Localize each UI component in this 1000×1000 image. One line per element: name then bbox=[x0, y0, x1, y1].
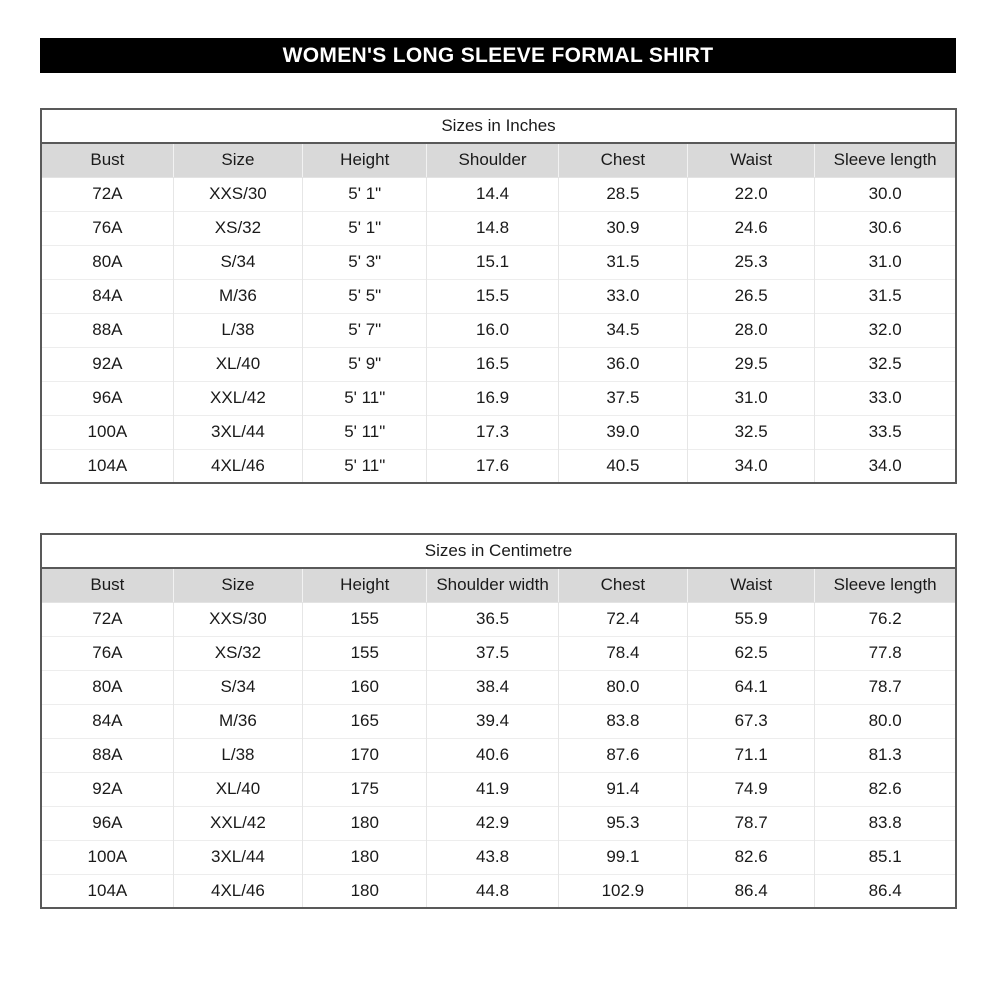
table-cell: XXL/42 bbox=[173, 381, 302, 415]
table-row bbox=[41, 738, 956, 772]
column-header: Size bbox=[173, 143, 302, 177]
table-cell: 5' 3" bbox=[303, 245, 427, 279]
table-cell: 17.3 bbox=[427, 415, 558, 449]
table-header-row bbox=[41, 568, 956, 602]
column-header: Shoulder width bbox=[427, 568, 558, 602]
table-cell: 34.0 bbox=[815, 449, 956, 483]
table-row bbox=[41, 245, 956, 279]
column-header: Height bbox=[303, 143, 427, 177]
table-cell: 96A bbox=[41, 381, 173, 415]
table-cell: 72A bbox=[41, 602, 173, 636]
table-cell: 28.0 bbox=[688, 313, 815, 347]
table-cell: 64.1 bbox=[688, 670, 815, 704]
table-cell: 80.0 bbox=[815, 704, 956, 738]
column-header: Height bbox=[303, 568, 427, 602]
table-cell: 29.5 bbox=[688, 347, 815, 381]
table-cell: 99.1 bbox=[558, 840, 687, 874]
table-cell: XXL/42 bbox=[173, 806, 302, 840]
table-cell: 71.1 bbox=[688, 738, 815, 772]
table-cell: 28.5 bbox=[558, 177, 687, 211]
table-cell: 76.2 bbox=[815, 602, 956, 636]
table-cell: 155 bbox=[303, 602, 427, 636]
table-cell: S/34 bbox=[173, 245, 302, 279]
table-body bbox=[41, 177, 956, 483]
table-cell: 74.9 bbox=[688, 772, 815, 806]
table-row bbox=[41, 704, 956, 738]
table-cell: 4XL/46 bbox=[173, 449, 302, 483]
table-cell: 82.6 bbox=[815, 772, 956, 806]
table-cell: 32.5 bbox=[688, 415, 815, 449]
table-cell: 31.5 bbox=[558, 245, 687, 279]
table-cell: 91.4 bbox=[558, 772, 687, 806]
column-header: Bust bbox=[41, 568, 173, 602]
table-cell: 37.5 bbox=[558, 381, 687, 415]
table-cell: 33.5 bbox=[815, 415, 956, 449]
table-cell: 44.8 bbox=[427, 874, 558, 908]
table-row bbox=[41, 806, 956, 840]
table-cell: 40.5 bbox=[558, 449, 687, 483]
table-cell: XS/32 bbox=[173, 636, 302, 670]
table-cell: 170 bbox=[303, 738, 427, 772]
table-cell: M/36 bbox=[173, 279, 302, 313]
table-cell: 180 bbox=[303, 874, 427, 908]
table-cell: 3XL/44 bbox=[173, 415, 302, 449]
table-cell: 72.4 bbox=[558, 602, 687, 636]
table-header-row bbox=[41, 143, 956, 177]
table-cell: 84A bbox=[41, 704, 173, 738]
table-cell: 22.0 bbox=[688, 177, 815, 211]
table-cell: 102.9 bbox=[558, 874, 687, 908]
table-cell: 41.9 bbox=[427, 772, 558, 806]
table-cell: 155 bbox=[303, 636, 427, 670]
table-cell: 67.3 bbox=[688, 704, 815, 738]
table-cell: 14.8 bbox=[427, 211, 558, 245]
table-cell: 5' 9" bbox=[303, 347, 427, 381]
table-cell: 92A bbox=[41, 772, 173, 806]
table-cell: 81.3 bbox=[815, 738, 956, 772]
table-cell: 86.4 bbox=[815, 874, 956, 908]
table-cell: 80A bbox=[41, 670, 173, 704]
table-cell: 5' 5" bbox=[303, 279, 427, 313]
table-cell: 83.8 bbox=[558, 704, 687, 738]
table-cell: XL/40 bbox=[173, 772, 302, 806]
column-header: Shoulder bbox=[427, 143, 558, 177]
table-cell: 36.0 bbox=[558, 347, 687, 381]
table-cell: 36.5 bbox=[427, 602, 558, 636]
table-cell: 37.5 bbox=[427, 636, 558, 670]
table-cell: 76A bbox=[41, 636, 173, 670]
table-cell: L/38 bbox=[173, 313, 302, 347]
table-row bbox=[41, 347, 956, 381]
table-cell: 104A bbox=[41, 874, 173, 908]
table-cell: 96A bbox=[41, 806, 173, 840]
table-cell: 104A bbox=[41, 449, 173, 483]
table-cell: 165 bbox=[303, 704, 427, 738]
column-header: Chest bbox=[558, 568, 687, 602]
table-cell: 16.9 bbox=[427, 381, 558, 415]
table-row bbox=[41, 874, 956, 908]
table-cell: 85.1 bbox=[815, 840, 956, 874]
column-header: Sleeve length bbox=[815, 568, 956, 602]
table-cell: 5' 11" bbox=[303, 449, 427, 483]
table-cell: 180 bbox=[303, 806, 427, 840]
table-cell: 32.5 bbox=[815, 347, 956, 381]
table-cell: 32.0 bbox=[815, 313, 956, 347]
table-cell: 5' 11" bbox=[303, 415, 427, 449]
table-cell: 87.6 bbox=[558, 738, 687, 772]
column-header: Sleeve length bbox=[815, 143, 956, 177]
table-cell: 100A bbox=[41, 840, 173, 874]
table-cell: 83.8 bbox=[815, 806, 956, 840]
column-header: Chest bbox=[558, 143, 687, 177]
table-title-row bbox=[41, 534, 956, 568]
table-cell: 88A bbox=[41, 738, 173, 772]
table-cell: 30.6 bbox=[815, 211, 956, 245]
table-cell: 88A bbox=[41, 313, 173, 347]
table-row bbox=[41, 313, 956, 347]
table-cell: 3XL/44 bbox=[173, 840, 302, 874]
table-cell: 26.5 bbox=[688, 279, 815, 313]
table-cell: L/38 bbox=[173, 738, 302, 772]
table-cell: 78.4 bbox=[558, 636, 687, 670]
sizes-in-centimetre-table bbox=[40, 533, 957, 909]
table-cell: 76A bbox=[41, 211, 173, 245]
table-cell: 4XL/46 bbox=[173, 874, 302, 908]
table-cell: 5' 1" bbox=[303, 177, 427, 211]
table-cell: 175 bbox=[303, 772, 427, 806]
column-header: Bust bbox=[41, 143, 173, 177]
table-title: Sizes in Inches bbox=[41, 109, 956, 143]
table-row bbox=[41, 772, 956, 806]
table-cell: XS/32 bbox=[173, 211, 302, 245]
table-cell: 33.0 bbox=[558, 279, 687, 313]
table-cell: 160 bbox=[303, 670, 427, 704]
table-title: Sizes in Centimetre bbox=[41, 534, 956, 568]
table-cell: 31.5 bbox=[815, 279, 956, 313]
table-cell: XL/40 bbox=[173, 347, 302, 381]
table-row bbox=[41, 840, 956, 874]
table-cell: 25.3 bbox=[688, 245, 815, 279]
table-cell: 17.6 bbox=[427, 449, 558, 483]
table-row bbox=[41, 381, 956, 415]
table-cell: 34.5 bbox=[558, 313, 687, 347]
table-row bbox=[41, 449, 956, 483]
column-header: Waist bbox=[688, 143, 815, 177]
table-row bbox=[41, 279, 956, 313]
table-cell: 62.5 bbox=[688, 636, 815, 670]
table-cell: 80A bbox=[41, 245, 173, 279]
table-cell: 78.7 bbox=[688, 806, 815, 840]
table-cell: 82.6 bbox=[688, 840, 815, 874]
table-row bbox=[41, 211, 956, 245]
table-cell: 84A bbox=[41, 279, 173, 313]
table-cell: 5' 1" bbox=[303, 211, 427, 245]
table-cell: 180 bbox=[303, 840, 427, 874]
table-cell: 14.4 bbox=[427, 177, 558, 211]
table-cell: 86.4 bbox=[688, 874, 815, 908]
table-cell: 30.0 bbox=[815, 177, 956, 211]
table-title-row bbox=[41, 109, 956, 143]
table-cell: 15.1 bbox=[427, 245, 558, 279]
table-cell: 72A bbox=[41, 177, 173, 211]
table-row bbox=[41, 636, 956, 670]
table-cell: M/36 bbox=[173, 704, 302, 738]
table-cell: 38.4 bbox=[427, 670, 558, 704]
table-cell: 5' 7" bbox=[303, 313, 427, 347]
table-cell: XXS/30 bbox=[173, 177, 302, 211]
table-cell: 39.0 bbox=[558, 415, 687, 449]
table-body bbox=[41, 602, 956, 908]
table-cell: 43.8 bbox=[427, 840, 558, 874]
table-cell: S/34 bbox=[173, 670, 302, 704]
table-cell: 100A bbox=[41, 415, 173, 449]
table-cell: 31.0 bbox=[815, 245, 956, 279]
table-row bbox=[41, 415, 956, 449]
table-cell: 31.0 bbox=[688, 381, 815, 415]
page-title: WOMEN'S LONG SLEEVE FORMAL SHIRT bbox=[282, 43, 714, 67]
table-row bbox=[41, 602, 956, 636]
table-cell: 5' 11" bbox=[303, 381, 427, 415]
table-cell: 33.0 bbox=[815, 381, 956, 415]
table-row bbox=[41, 670, 956, 704]
column-header: Waist bbox=[688, 568, 815, 602]
table-cell: 95.3 bbox=[558, 806, 687, 840]
table-cell: 80.0 bbox=[558, 670, 687, 704]
column-header: Size bbox=[173, 568, 302, 602]
sizes-in-inches-table bbox=[40, 108, 957, 484]
table-cell: 78.7 bbox=[815, 670, 956, 704]
table-row bbox=[41, 177, 956, 211]
table-cell: 16.5 bbox=[427, 347, 558, 381]
table-cell: XXS/30 bbox=[173, 602, 302, 636]
table-cell: 39.4 bbox=[427, 704, 558, 738]
table-cell: 55.9 bbox=[688, 602, 815, 636]
table-cell: 15.5 bbox=[427, 279, 558, 313]
table-cell: 42.9 bbox=[427, 806, 558, 840]
table-cell: 30.9 bbox=[558, 211, 687, 245]
title-banner bbox=[40, 38, 956, 73]
table-cell: 92A bbox=[41, 347, 173, 381]
table-cell: 34.0 bbox=[688, 449, 815, 483]
table-cell: 40.6 bbox=[427, 738, 558, 772]
table-cell: 24.6 bbox=[688, 211, 815, 245]
table-cell: 77.8 bbox=[815, 636, 956, 670]
table-cell: 16.0 bbox=[427, 313, 558, 347]
